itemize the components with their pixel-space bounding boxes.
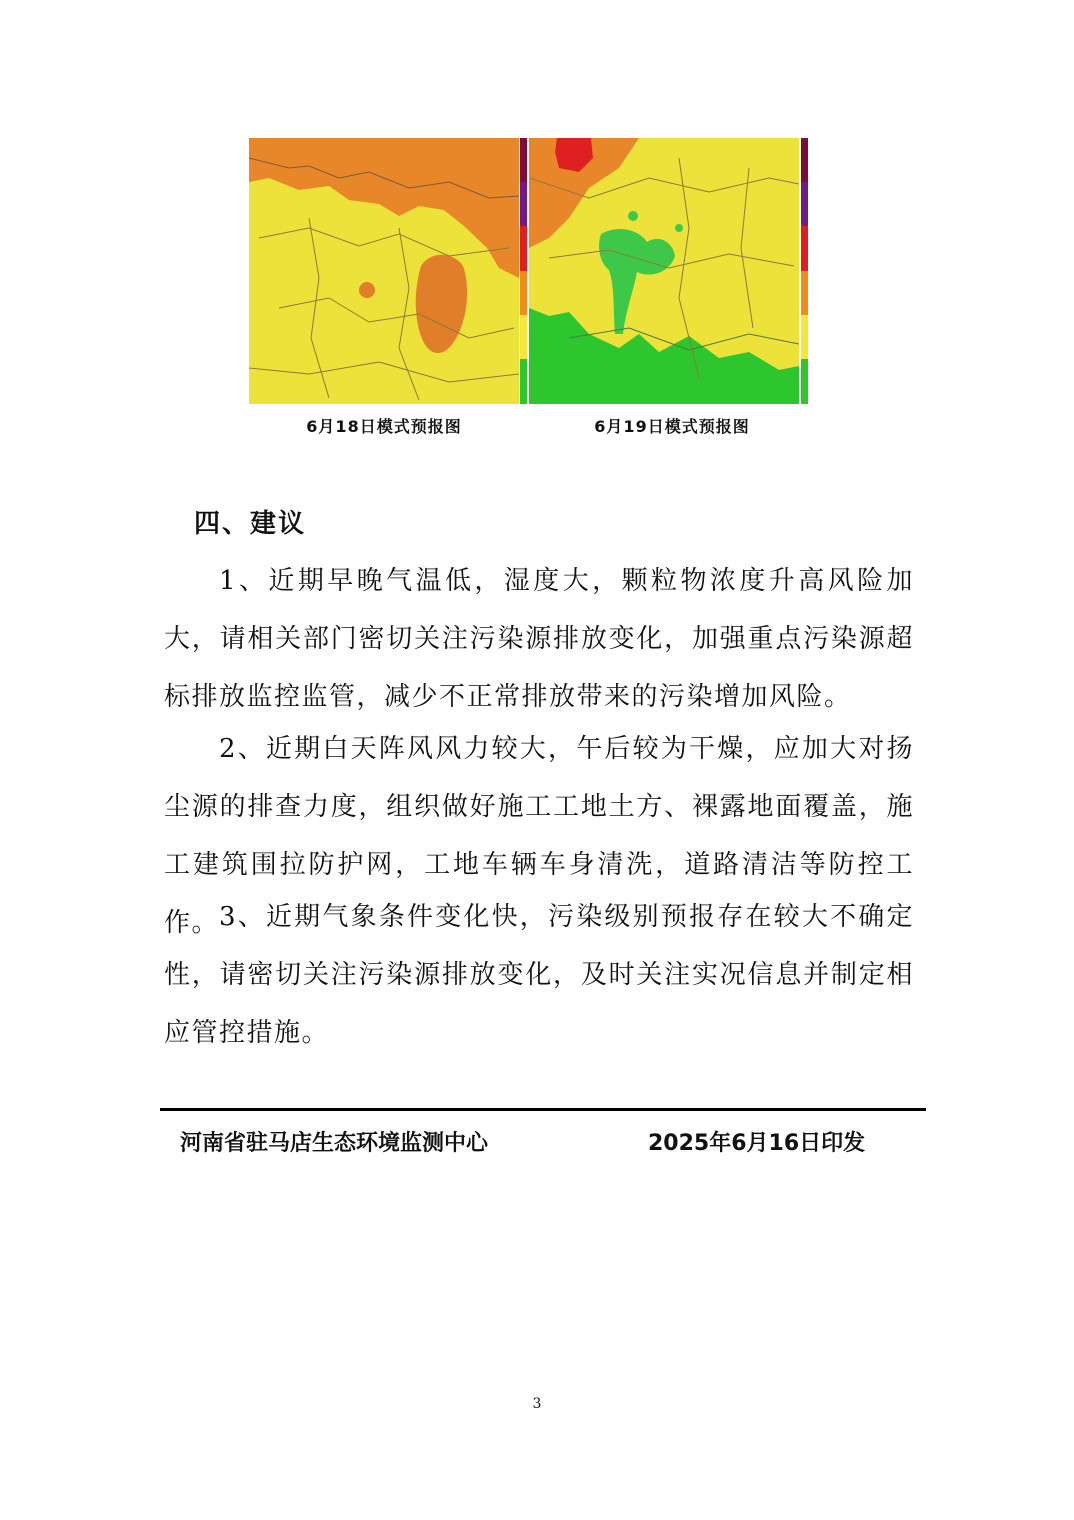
suggestion-paragraph-2: 2、近期白天阵风风力较大，午后较为干燥，应加大对扬尘源的排查力度，组织做好施工工地土方、裸露地面覆盖，施工建筑围拉防护网，工地车辆车身清洗，道路清洁等防控工作。 [164, 734, 914, 938]
footer-org: 河南省驻马店生态环境监测中心 [180, 1131, 489, 1156]
footer-divider [160, 1108, 926, 1111]
suggestion-paragraph-1: 1、近期早晚气温低，湿度大，颗粒物浓度升高风险加大，请相关部门密切关注污染源排放变化，加强重点污染源超标排放监控监管，减少不正常排放带来的污染增加风险。 [164, 566, 914, 712]
forecast-map-june-18 [249, 138, 519, 404]
figure-caption-2: 6月19日模式预报图 [594, 417, 750, 436]
section-heading: 四、建议 [194, 509, 307, 539]
footer-date: 2025年6月16日印发 [648, 1131, 866, 1156]
legend-bar-1 [520, 138, 527, 404]
page-number: 3 [532, 1396, 542, 1412]
suggestion-paragraph-3: 3、近期气象条件变化快，污染级别预报存在较大不确定性，请密切关注污染源排放变化，及时关注实况信息并制定相应管控措施。 [164, 902, 914, 1048]
forecast-map-june-19 [529, 138, 799, 404]
figure-caption-1: 6月18日模式预报图 [306, 417, 462, 436]
legend-bar-2 [801, 138, 808, 404]
